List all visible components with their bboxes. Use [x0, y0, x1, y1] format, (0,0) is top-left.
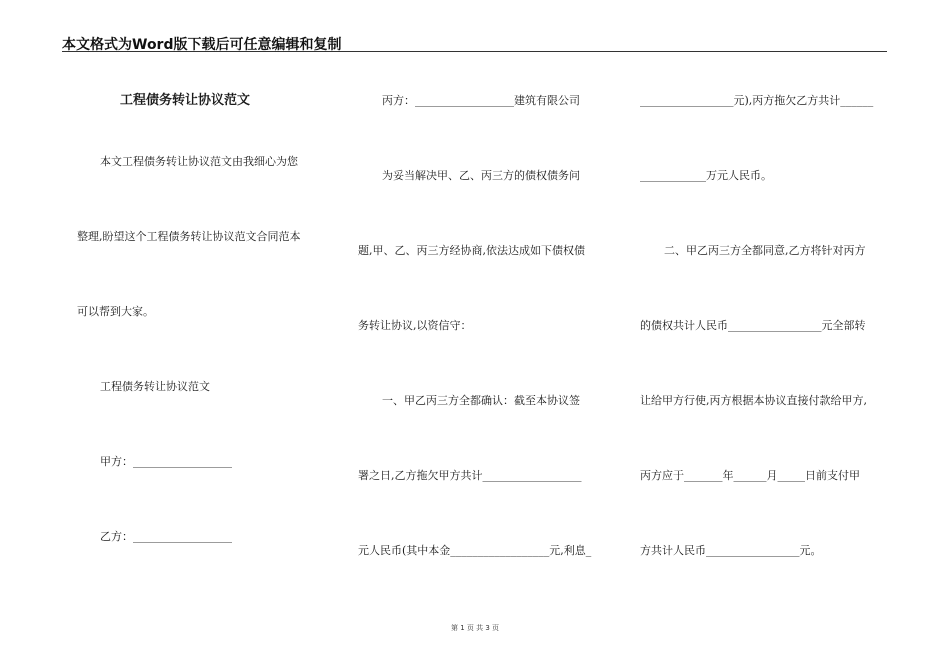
- document-title: 工程债务转让协议范文: [120, 93, 251, 108]
- party-a-field: 甲方：__________________: [100, 455, 232, 468]
- paragraph-line: 为妥当解决甲、乙、丙三方的债权债务问: [382, 169, 580, 182]
- section-heading: 工程债务转让协议范文: [100, 380, 210, 393]
- clause-line: 一、甲乙丙三方全都确认：截至本协议签: [382, 394, 580, 407]
- party-b-field: 乙方：__________________: [100, 530, 232, 543]
- clause-line: 元人民币(其中本金__________________元,利息_: [358, 544, 592, 557]
- clause-line: ____________万元人民币。: [640, 169, 772, 182]
- clause-line: 的债权共计人民币_________________元全部转: [640, 319, 866, 332]
- clause-line: _________________元),丙方拖欠乙方共计______: [640, 94, 874, 107]
- paragraph-line: 整理,盼望这个工程债务转让协议范文合同范本: [77, 230, 301, 243]
- party-c-field: 丙方：__________________建筑有限公司: [382, 94, 580, 107]
- paragraph-line: 题,甲、乙、丙三方经协商,依法达成如下债权债: [358, 244, 585, 257]
- clause-line: 方共计人民币_________________元。: [640, 544, 822, 557]
- header-divider: [62, 51, 887, 52]
- paragraph-line: 本文工程债务转让协议范文由我细心为您: [100, 155, 298, 168]
- clause-line: 二、甲乙丙三方全都同意,乙方将针对丙方: [664, 244, 866, 257]
- page-number: 第 1 页 共 3 页: [450, 624, 500, 632]
- clause-line: 丙方应于_______年______月_____日前支付甲: [640, 469, 860, 482]
- paragraph-line: 可以帮到大家。: [77, 305, 154, 318]
- clause-line: 署之日,乙方拖欠甲方共计__________________: [358, 469, 582, 482]
- document-header: 本文格式为Word版下载后可任意编辑和复制: [62, 37, 342, 53]
- paragraph-line: 务转让协议,以资信守：: [358, 319, 472, 332]
- clause-line: 让给甲方行使,丙方根据本协议直接付款给甲方,: [640, 394, 867, 407]
